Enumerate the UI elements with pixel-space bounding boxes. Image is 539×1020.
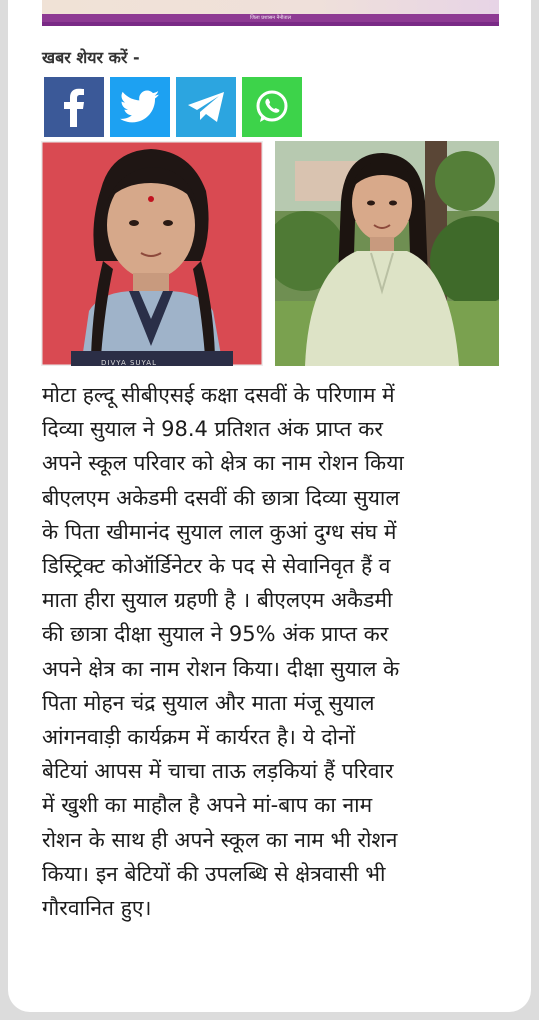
share-label: खबर शेयर करें - (42, 48, 140, 67)
article-line: आंगनवाड़ी कार्यक्रम में कार्यरत है। ये दोनों (42, 725, 356, 750)
twitter-share-button[interactable] (110, 77, 170, 137)
article-line: अपने स्कूल परिवार को क्षेत्र का नाम रोशन किया (42, 451, 404, 476)
article-line: डिस्ट्रिक्ट कोऑर्डिनेटर के पद से सेवानिवृत हैं व (42, 554, 391, 579)
telegram-icon (186, 90, 226, 124)
photo-caption: DIVYA SUYAL (101, 359, 157, 366)
whatsapp-share-button[interactable] (242, 77, 302, 137)
article-line: में खुशी का माहौल है अपने मां-बाप का नाम (42, 793, 373, 818)
article-body (42, 378, 502, 925)
telegram-share-button[interactable] (176, 77, 236, 137)
article-line: बेटियां आपस में चाचा ताऊ लड़कियां हैं परिवार (42, 759, 394, 784)
article-line: माता हीरा सुयाल ग्रहणी है । बीएलएम अकैडमी (42, 588, 393, 613)
article-line: मोटा हल्दू सीबीएसई कक्षा दसवीं के परिणाम में (42, 383, 395, 407)
article-line: अपने क्षेत्र का नाम रोशन किया। दीक्षा सुयाल के (42, 656, 400, 681)
twitter-icon (120, 90, 160, 124)
banner-caption: जिला प्रशासन नैनीताल (250, 15, 291, 21)
student-photo-diksha (275, 141, 499, 366)
facebook-share-button[interactable] (44, 77, 104, 137)
article-line: पिता मोहन चंद्र सुयाल और माता मंजू सुयाल (42, 690, 375, 715)
article-line: के पिता खीमानंद सुयाल लाल कुआं दुग्ध संघ में (42, 519, 397, 544)
facebook-icon (56, 87, 92, 127)
article-line: दिव्या सुयाल ने 98.4 प्रतिशत अंक प्राप्त कर (42, 417, 383, 442)
banner-advertisement[interactable] (42, 0, 499, 26)
whatsapp-icon (253, 88, 291, 126)
article-line: किया। इन बेटियों की उपलब्धि से क्षेत्रवासी भी (42, 861, 386, 886)
article-line: बीएलएम अकेडमी दसवीं की छात्रा दिव्या सुयाल (42, 485, 400, 510)
article-line: की छात्रा दीक्षा सुयाल ने 95% अंक प्राप्त कर (42, 622, 389, 647)
article-line: रोशन के साथ ही अपने स्कूल का नाम भी रोशन (42, 827, 398, 852)
student-photo-divya (41, 141, 263, 366)
article-line: गौरवानित हुए। (42, 896, 152, 921)
